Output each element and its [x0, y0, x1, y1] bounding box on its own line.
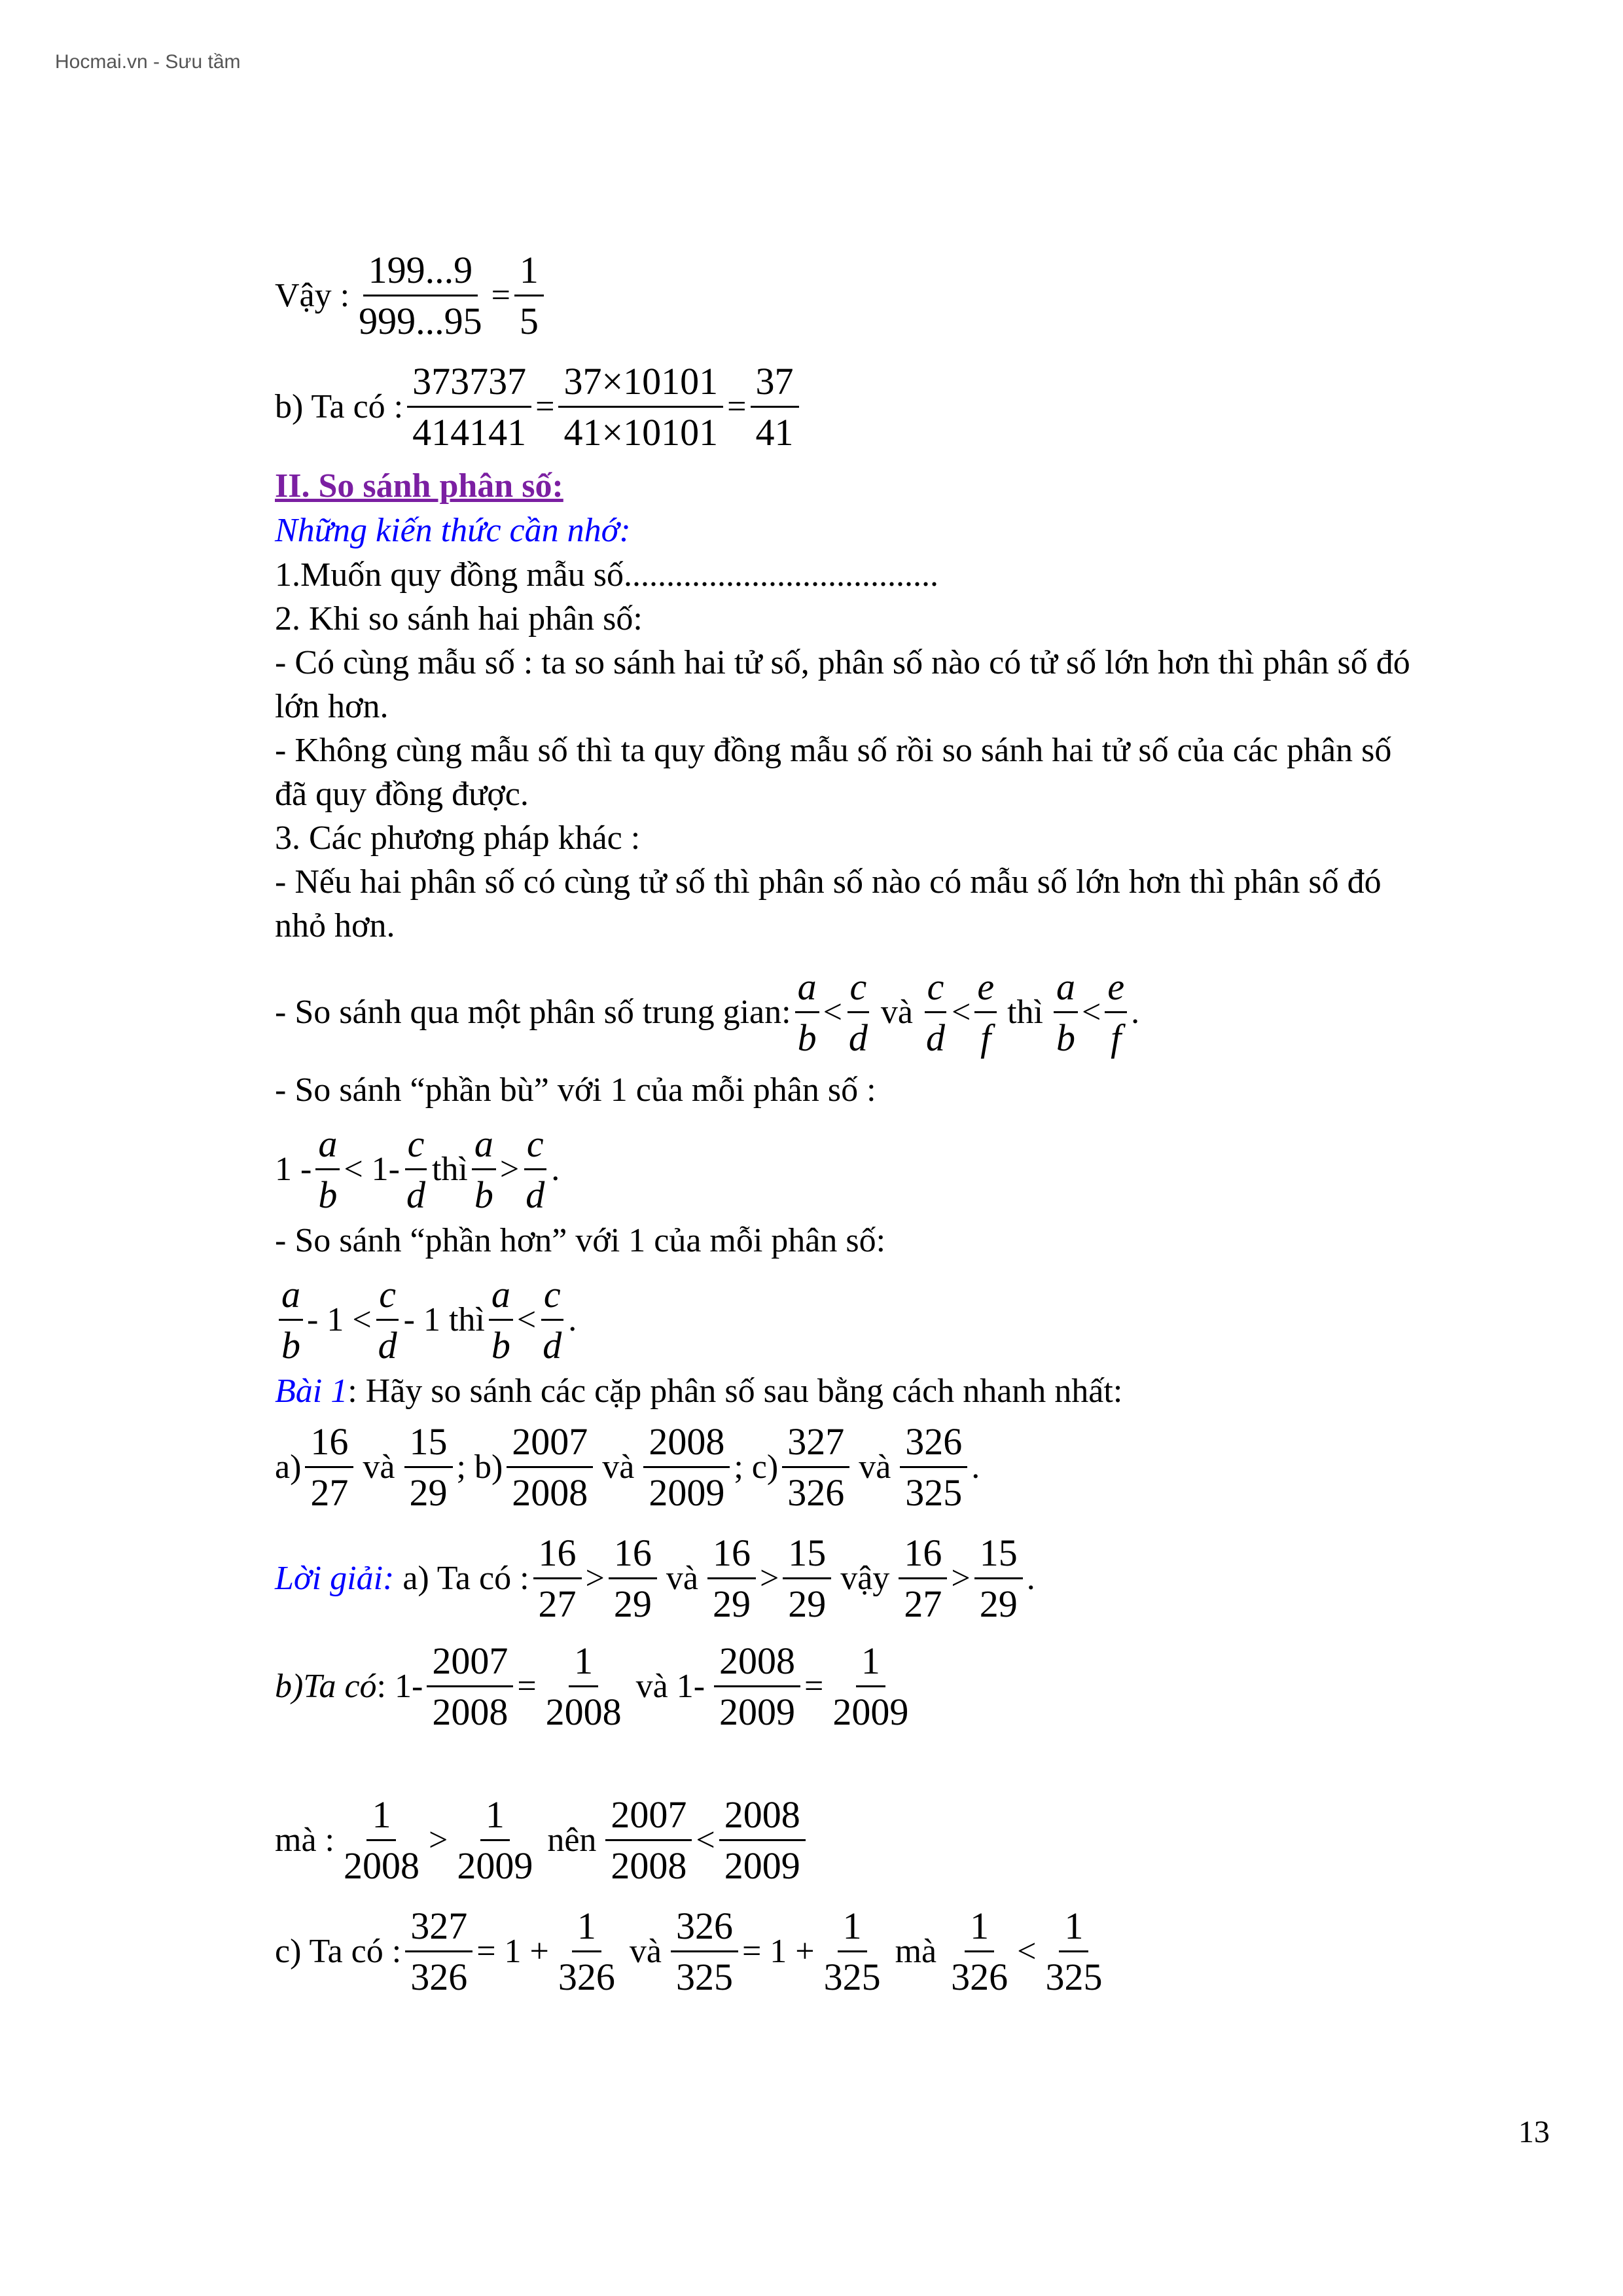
- fraction: $\frac{373737}{414141}$: [407, 357, 531, 457]
- fraction: 2007 2008: [605, 1790, 692, 1891]
- fraction: 1 326: [946, 1901, 1013, 2002]
- method-excess: a b - 1 < c d - 1 thì a b < c d .: [275, 1270, 577, 1371]
- fraction: 1 325: [1040, 1901, 1107, 2002]
- fraction: 15 29: [783, 1528, 831, 1629]
- fraction: $\frac{2007}{2008}$: [427, 1636, 513, 1737]
- method-complement-label: - So sánh “phần bù” với 1 của mỗi phân số :: [275, 1071, 876, 1109]
- fraction: 16 29: [707, 1528, 756, 1629]
- fraction: 15 29: [974, 1528, 1023, 1629]
- section-subtitle: Những kiến thức cần nhớ:: [275, 512, 631, 549]
- fraction: a b: [489, 1270, 513, 1371]
- fraction: $\frac{1}{5}$: [514, 245, 544, 346]
- fraction: 2008 2009: [643, 1417, 730, 1518]
- fraction: 16 27: [899, 1528, 947, 1629]
- fraction: 2008 2009: [719, 1790, 806, 1891]
- fraction: $\frac{1}{326}$: [553, 1901, 620, 2002]
- fraction: 16 27: [305, 1417, 353, 1518]
- fraction: a b: [1054, 962, 1078, 1063]
- text-line: 2. Khi so sánh hai phân số:: [275, 600, 643, 637]
- conclusion-line: Vậy : $\frac{199...9}{999...95}$ = $\frac{1}{5}$: [275, 245, 548, 346]
- fraction: 16 27: [533, 1528, 582, 1629]
- fraction: $\frac{37\times 10101}{41\times 10101}$: [558, 357, 723, 457]
- text-line: 3. Các phương pháp khác :: [275, 819, 641, 857]
- fraction: 1 2009: [452, 1790, 538, 1891]
- text-line: nhỏ hơn.: [275, 907, 395, 944]
- text-line: đã quy đồng được.: [275, 776, 529, 813]
- fraction: c d: [540, 1270, 564, 1371]
- text-line: - Có cùng mẫu số : ta so sánh hai tử số, phân số nào có tử số lớn hơn thì phân số đó: [275, 644, 1410, 681]
- fraction: 1 2008: [338, 1790, 425, 1891]
- text-line: - Nếu hai phân số có cùng tử số thì phân số nào có mẫu số lớn hơn thì phân số đó: [275, 863, 1382, 901]
- part-b-line: b) Ta có : $\frac{373737}{414141}$ = $\frac{37\times 10101}{41\times 10101}$ = $\frac{37}{41}$: [275, 357, 803, 457]
- fraction: $\frac{37}{41}$: [751, 357, 799, 457]
- text-line: - Không cùng mẫu số thì ta quy đồng mẫu số rồi so sánh hai tử số của các phân số: [275, 732, 1392, 769]
- solution-b: b)Ta có : 1- $\frac{2007}{2008}$ = $\frac{1}{2008}$ và 1- $\frac{2008}{2009}$ = $\frac{1}{2009}$: [275, 1636, 918, 1737]
- fraction: a b: [315, 1119, 340, 1220]
- watermark: Hocmai.vn - Sưu tầm: [55, 51, 241, 73]
- fraction: c d: [404, 1119, 428, 1220]
- solution-c: c) Ta có : $\frac{327}{326}$ = 1 + $\frac{1}{326}$ và $\frac{326}{325}$ = 1 + $\frac{1}{325}$ mà 1 326 < 1 325: [275, 1901, 1111, 2002]
- fraction: c d: [923, 962, 948, 1063]
- text-line: lớn hơn.: [275, 688, 389, 725]
- fraction: $\frac{1}{2008}$: [541, 1636, 627, 1737]
- method-excess-label: - So sánh “phần hơn” với 1 của mỗi phân số:: [275, 1222, 886, 1259]
- fraction: c d: [376, 1270, 400, 1371]
- fraction: 327 326: [782, 1417, 849, 1518]
- solution-a: Lời giải: a) Ta có : 16 27 > 16 29 và 16 29 > 15 29 vậy 16 27 > 15 29 .: [275, 1528, 1035, 1629]
- fraction: a b: [279, 1270, 303, 1371]
- fraction: $\frac{2008}{2009}$: [714, 1636, 800, 1737]
- fraction: e f: [1105, 962, 1127, 1063]
- fraction: $\frac{1}{325}$: [819, 1901, 886, 2002]
- fraction: 326 325: [900, 1417, 967, 1518]
- fraction: $\frac{326}{325}$: [671, 1901, 738, 2002]
- fraction: $\frac{199...9}{999...95}$: [353, 245, 488, 346]
- method-complement: 1 - a b < 1- c d thì a b > c d .: [275, 1119, 560, 1220]
- fraction: a b: [472, 1119, 496, 1220]
- method-intermediate: - So sánh qua một phân số trung gian: a b < c d và c d < e f thì a b < e f .: [275, 962, 1139, 1063]
- text-line: 1.Muốn quy đồng mẫu số.....................................: [275, 556, 938, 594]
- exercise-fractions: a) 16 27 và 15 29 ; b) 2007 2008 và 2008 2009 ; c) 327 326 và 326 325 .: [275, 1417, 980, 1518]
- page-number: 13: [1518, 2115, 1550, 2149]
- fraction: e f: [974, 962, 997, 1063]
- fraction: a b: [795, 962, 819, 1063]
- fraction: 16 29: [609, 1528, 657, 1629]
- exercise-prompt: Bài 1 : Hãy so sánh các cặp phân số sau bằng cách nhanh nhất:: [275, 1372, 1123, 1410]
- solution-b-conclusion: mà : 1 2008 > 1 2009 nên 2007 2008 < 2008 2009: [275, 1790, 810, 1891]
- fraction: c d: [846, 962, 870, 1063]
- section-title: II. So sánh phân số:: [275, 467, 563, 505]
- fraction: c d: [523, 1119, 547, 1220]
- fraction: $\frac{1}{2009}$: [827, 1636, 914, 1737]
- fraction: $\frac{327}{326}$: [405, 1901, 473, 2002]
- fraction: 2007 2008: [507, 1417, 593, 1518]
- fraction: 15 29: [404, 1417, 453, 1518]
